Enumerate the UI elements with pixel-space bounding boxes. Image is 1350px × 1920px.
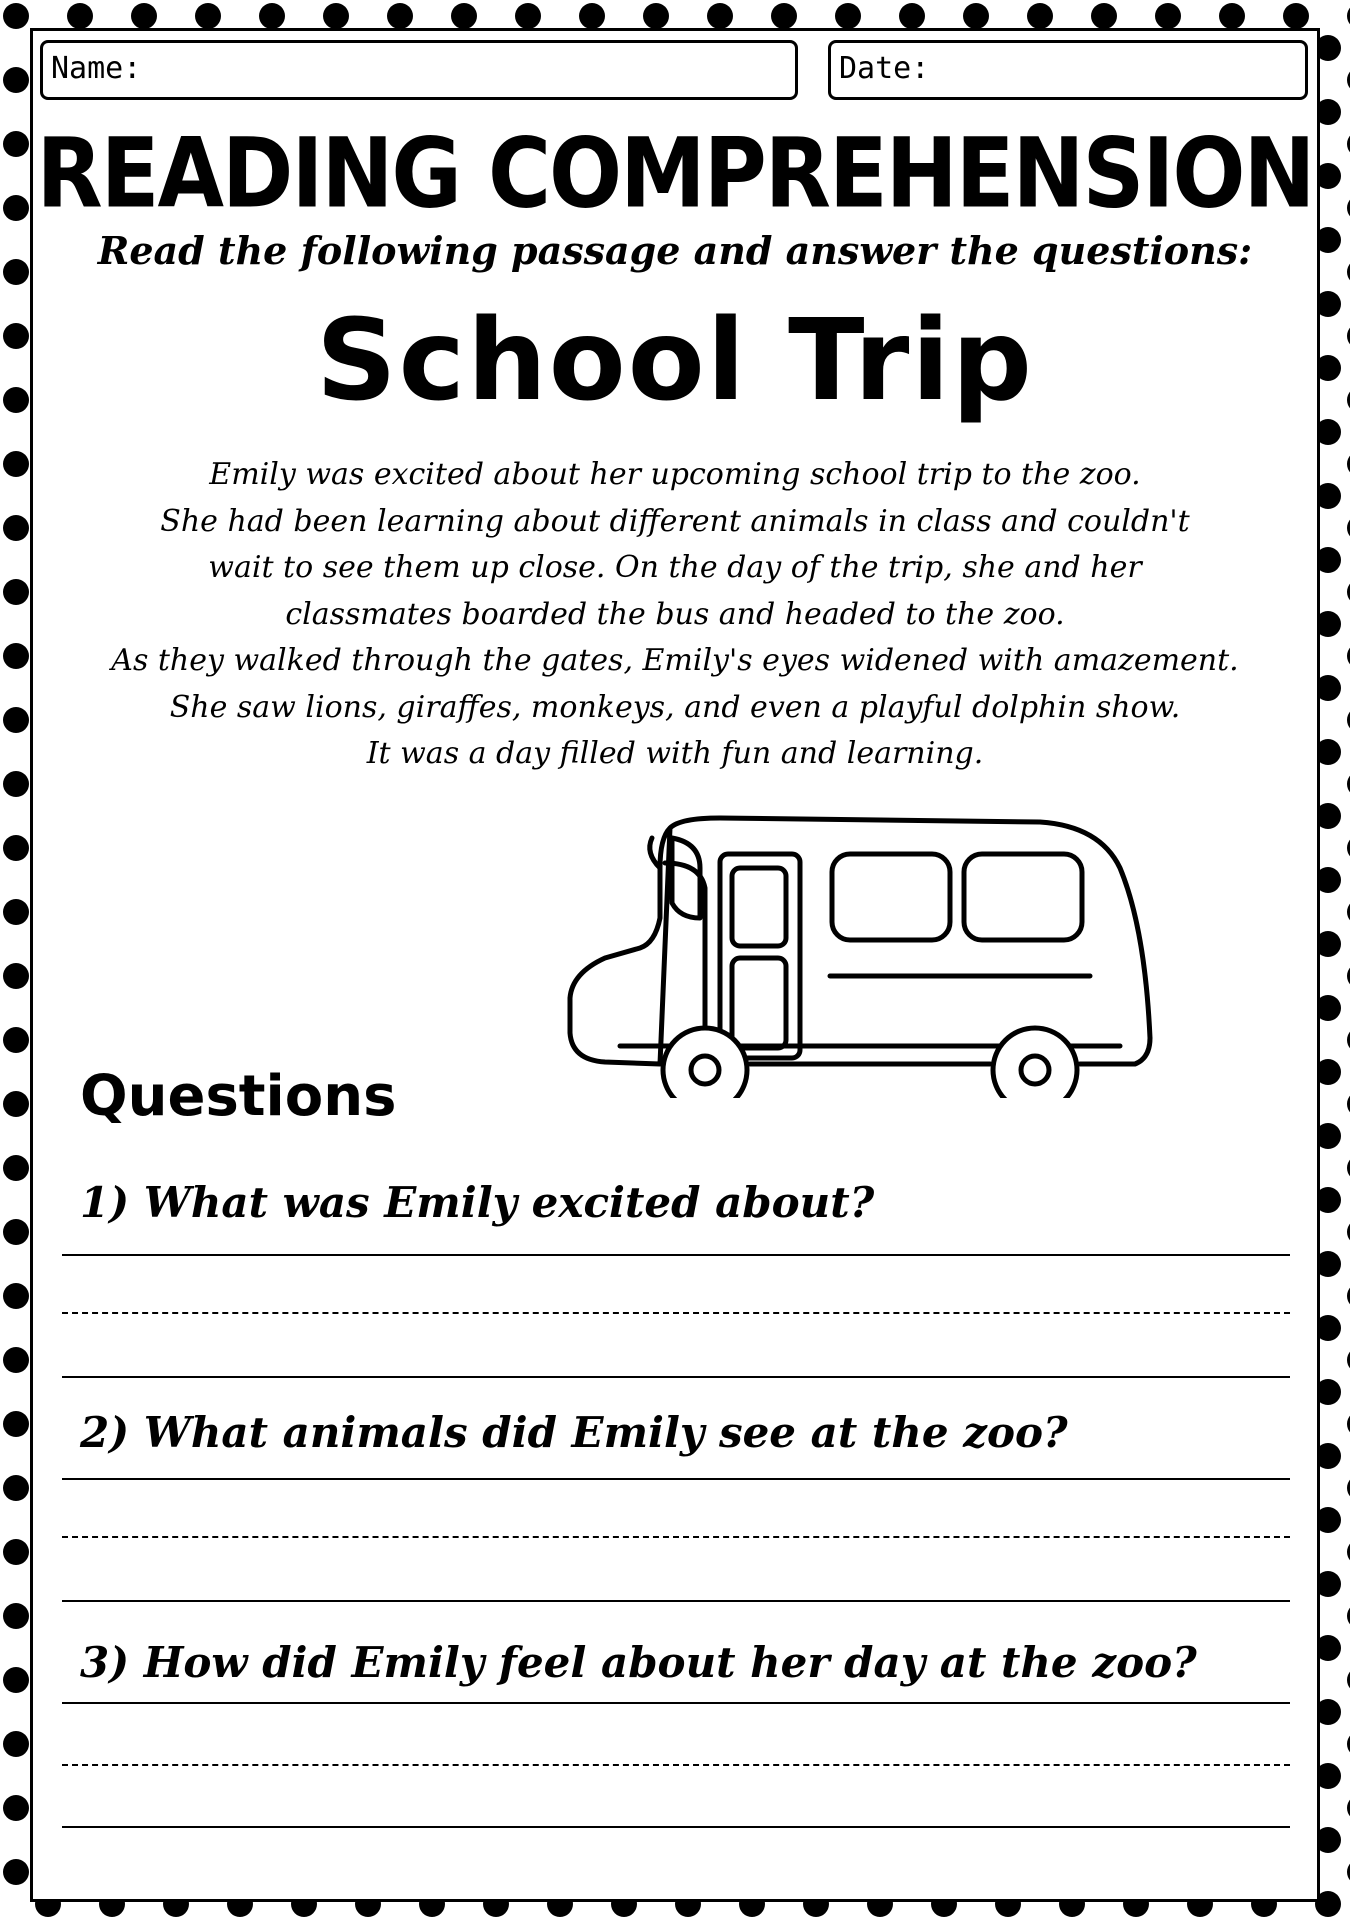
passage-line: Emily was excited about her upcoming school trip to the zoo.	[209, 457, 1141, 492]
date-label: Date:	[839, 51, 930, 86]
questions-heading: Questions	[80, 1064, 397, 1129]
answer-line[interactable]	[62, 1826, 1290, 1828]
name-field[interactable]	[40, 40, 798, 100]
answer-line[interactable]	[62, 1600, 1290, 1602]
answer-line[interactable]	[62, 1478, 1290, 1480]
school-bus-icon	[560, 808, 1190, 1098]
answer-line[interactable]	[62, 1376, 1290, 1378]
answer-line[interactable]	[62, 1702, 1290, 1704]
passage-line: wait to see them up close. On the day of the trip, she and her	[208, 550, 1142, 585]
passage-line: As they walked through the gates, Emily's eyes widened with amazement.	[111, 643, 1239, 678]
passage-line: She had been learning about different animals in class and couldn't	[160, 503, 1190, 539]
name-label: Name:	[51, 51, 142, 86]
worksheet-title: READING COMPREHENSION	[36, 118, 1314, 230]
answer-guide-line	[62, 1764, 1290, 1766]
instruction-text: Read the following passage and answer the questions:	[97, 228, 1253, 273]
date-field[interactable]	[828, 40, 1308, 100]
answer-guide-line	[62, 1312, 1290, 1314]
passage-line: She saw lions, giraffes, monkeys, and even a playful dolphin show.	[169, 689, 1181, 725]
answer-line[interactable]	[62, 1254, 1290, 1256]
question-3: 3) How did Emily feel about her day at the zoo?	[80, 1638, 1197, 1687]
passage-line: classmates boarded the bus and headed to the zoo.	[285, 596, 1065, 632]
passage-line: It was a day filled with fun and learning.	[366, 736, 984, 771]
question-2: 2) What animals did Emily see at the zoo?	[80, 1408, 1068, 1457]
reading-passage	[60, 452, 1290, 778]
question-1: 1) What was Emily excited about?	[80, 1178, 875, 1227]
story-title: School Trip	[316, 296, 1034, 426]
answer-guide-line	[62, 1536, 1290, 1538]
